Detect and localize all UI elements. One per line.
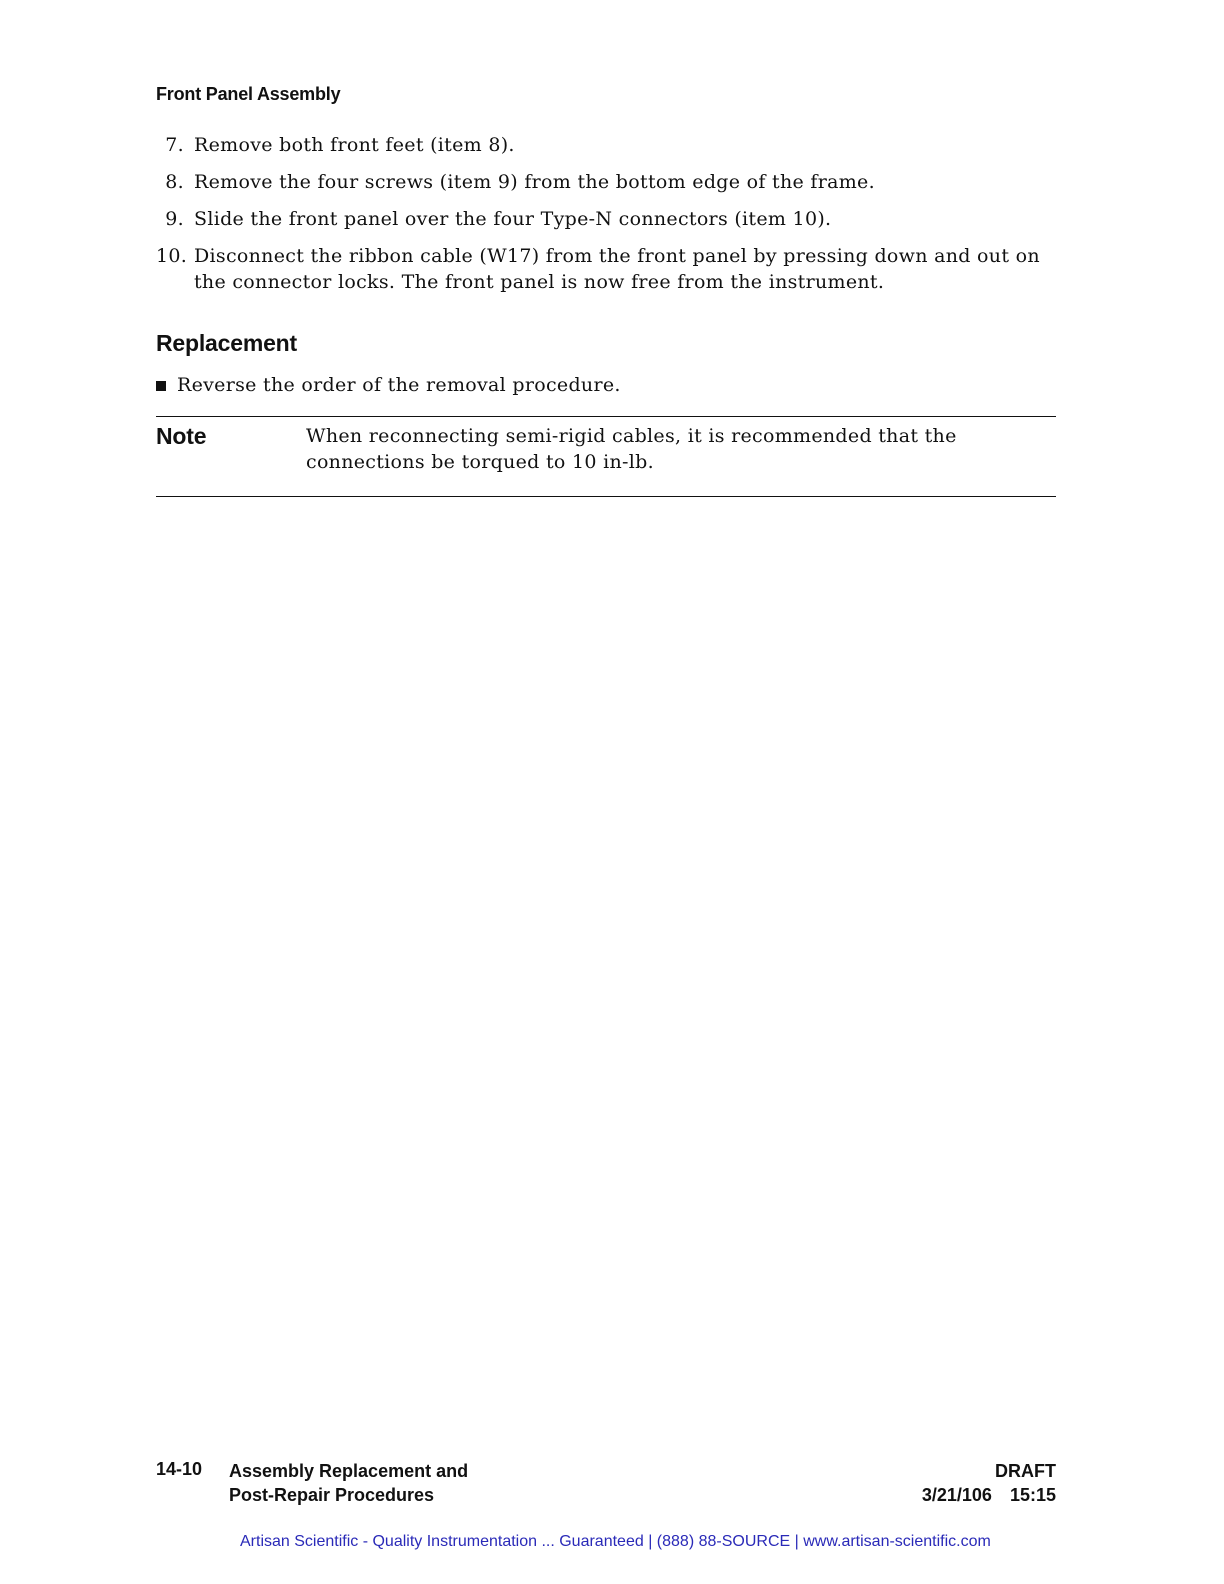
step-10 [156,243,1056,295]
step-text: Remove both front feet (item 8). [194,134,515,156]
removal-steps-list [156,132,1056,306]
footer-date-row [922,1483,1056,1507]
footer-chapter-title [229,1459,468,1507]
step-number: 7. [165,134,184,156]
replacement-heading: Replacement [156,330,297,356]
step-7 [156,132,1056,158]
footer-time: 15:15 [1009,1485,1056,1505]
step-text: Remove the four screws (item 9) from the bottom edge of the frame. [194,171,875,193]
step-number: 10. [156,245,188,267]
step-number: 8. [165,171,184,193]
note-bottom-rule [156,496,1056,497]
square-bullet-icon [156,381,166,391]
running-head: Front Panel Assembly [156,84,341,104]
footer-status: DRAFT [995,1461,1056,1481]
footer-page-number: 14-10 [156,1459,203,1479]
vendor-banner: Artisan Scientific - Quality Instrumentation ... Guaranteed | (888) 88-SOURCE | www.artisan-scientific.com [240,1533,991,1550]
step-number: 9. [165,208,184,230]
note-text: When reconnecting semi-rigid cables, it is recommended that the connections be torqued to 10 in-lb. [306,425,957,473]
step-8 [156,169,1056,195]
note-label: Note [156,423,207,449]
step-9 [156,206,1056,232]
step-text: Slide the front panel over the four Type-N connectors (item 10). [194,208,832,230]
step-text: Disconnect the ribbon cable (W17) from the front panel by pressing down and out on the connector locks. The front panel is now free from the instrument. [194,245,1040,293]
bullet-text: Reverse the order of the removal procedure. [177,374,621,396]
replacement-bullet-item [156,372,621,398]
footer-title-line-2: Post-Repair Procedures [229,1485,435,1505]
footer-title-line-1: Assembly Replacement and [229,1461,469,1481]
footer-draft-block [922,1459,1056,1507]
footer-date: 3/21/106 [921,1485,992,1505]
note-top-rule [156,416,1056,417]
